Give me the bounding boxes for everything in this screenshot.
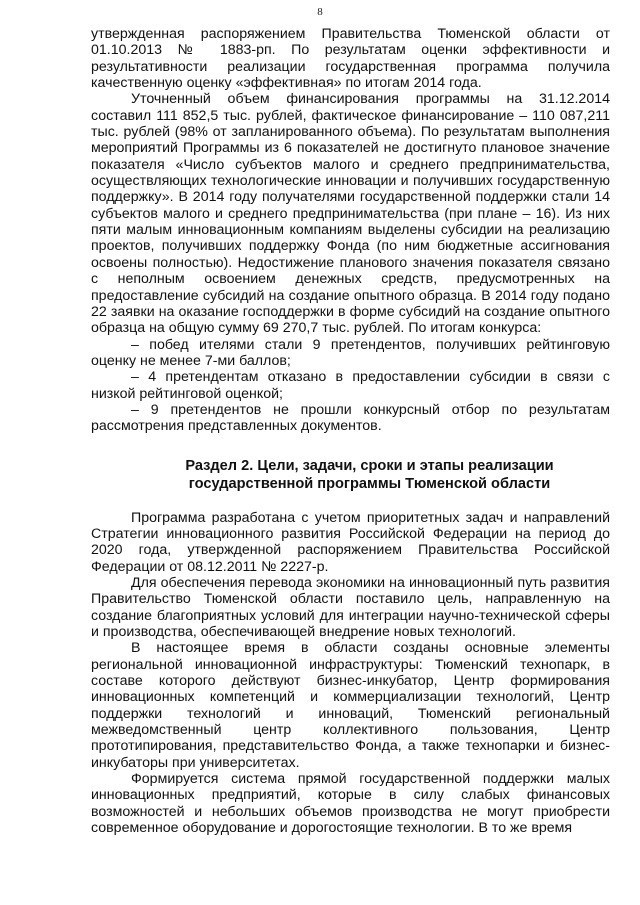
- paragraph-infrastructure: В настоящее время в области созданы основные элементы региональной инновационной инфраструктуры: Тюменский технопарк, в составе которого действуют бизнес-инкубатор, Центр формирования инновационных компетенций и коммерциализации технологий, Центр поддержки технологий и инноваций, Тюменский региональный межведомственный центр коллективного пользования, Центр прототипирования, представительство Фонда, а также технопарки и бизнес-инкубаторы при университетах.: [91, 640, 610, 771]
- page-content: [91, 26, 610, 836]
- paragraph-financing: Уточненный объем финансирования программы на 31.12.2014 составил 111 852,5 тыс. рублей, фактическое финансирование – 110 087,211 тыс. рублей (98% от запланированного объема). По результатам выполнения мероприятий Программы из 6 показателей не достигнуто плановое значение показателя «Число субъектов малого и среднего предпринимательства, осуществляющих технологические инновации и получивших государственную поддержку». В 2014 году получателями государственной поддержки стали 14 субъектов малого и среднего предпринимательства (при плане – 16). Из них пяти малым инновационным компаниям выделены субсидии на реализацию проектов, получивших поддержку Фонда (по ним бюджетные ассигнования освоены полностью). Недостижение планового значения показателя связано с неполным освоением денежных средств, предусмотренных на предоставление субсидий на создание опытного образца. В 2014 году подано 22 заявки на оказание господдержки в форме субсидий на создание опытного образца на общую сумму 69 270,7 тыс. рублей. По итогам конкурса:: [91, 91, 610, 337]
- list-item-not-selected: – 9 претендентов не прошли конкурсный отбор по результатам рассмотрения представленных документов.: [91, 401, 610, 435]
- section-heading: [91, 457, 610, 493]
- list-item-refused: – 4 претендентам отказано в предоставлении субсидии в связи с низкой рейтинговой оценкой;: [91, 369, 610, 402]
- paragraph-goal: Для обеспечения перевода экономики на инновационный путь развития Правительство Тюменской области поставило цель, направленную на создание благоприятных условий для интеграции научно-технической сферы и производства, обеспечивающей внедрение новых технологий.: [91, 574, 610, 640]
- section-heading-line-2: государственной программы Тюменской области: [188, 475, 551, 492]
- paragraph-program-evaluation: утвержденная распоряжением Правительства Тюменской области от 01.10.2013 № 1883-рп. По результатам оценки эффективности и результативности реализации государственная программа получила качественную оценку «эффективная» по итогам 2014 года.: [91, 26, 610, 92]
- list-item-winners: – побед ителями стали 9 претендентов, получивших рейтинговую оценку не менее 7-ми баллов;: [91, 336, 610, 369]
- paragraph-strategy: Программа разработана с учетом приоритетных задач и направлений Стратегии инновационного развития Российской Федерации на период до 2020 года, утвержденной распоряжением Правительства Российской Федерации от 08.12.2011 № 2227-р.: [91, 509, 610, 575]
- paragraph-support-system: Формируется система прямой государственной поддержки малых инновационных предприятий, которые в силу слабых финансовых возможностей и небольших объемов производства не могут приобрести современное оборудование и дорогостоящие технологии. В то же время: [91, 771, 610, 837]
- page-number: 8: [317, 6, 323, 18]
- section-heading-line-1: Раздел 2. Цели, задачи, сроки и этапы реализации: [185, 457, 554, 474]
